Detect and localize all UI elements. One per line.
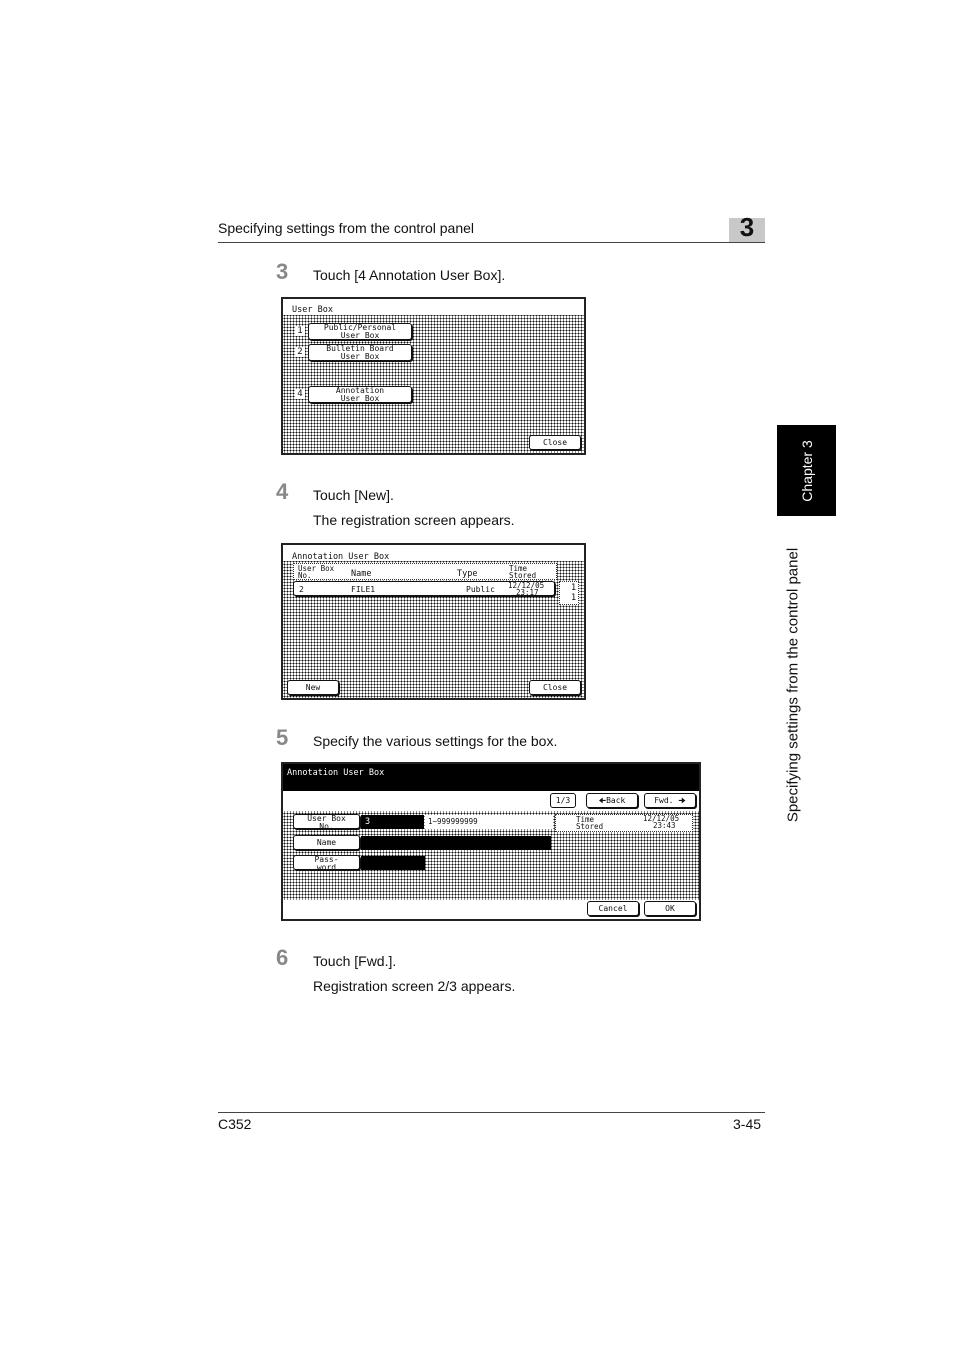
button-label-line1: Bulletin Board <box>326 344 394 353</box>
new-button[interactable] <box>287 680 339 695</box>
screen-title: Annotation User Box <box>287 768 385 778</box>
footer-model: C352 <box>218 1116 252 1132</box>
side-tab-section-label: Specifying settings from the control panel <box>784 547 802 823</box>
close-button[interactable] <box>529 435 581 450</box>
button-label-line2: No. <box>319 822 334 831</box>
step-instruction: Touch [Fwd.]. <box>313 953 397 969</box>
button-label: Cancel <box>598 904 628 913</box>
button-label-line1: Annotation <box>335 386 385 395</box>
column-header-time-line1: Time <box>509 564 528 573</box>
screenshot-registration <box>281 762 701 921</box>
list-row-file1[interactable] <box>293 581 555 596</box>
box-number-label-button[interactable] <box>293 814 360 829</box>
footer-rule <box>218 1112 765 1113</box>
column-header-no-line2: No. <box>298 571 312 580</box>
bulletin-board-user-box-button[interactable] <box>308 344 412 361</box>
row-time: 23:17 <box>516 588 539 597</box>
button-label: Close <box>542 683 568 692</box>
page-total: 1 <box>571 593 577 603</box>
page-current: 1 <box>571 583 577 593</box>
step-note: The registration screen appears. <box>313 512 515 528</box>
name-field[interactable] <box>361 836 551 850</box>
row-box-number: 2 <box>299 585 304 594</box>
row-name: FILE1 <box>351 585 376 594</box>
item-number: 4 <box>295 389 305 399</box>
step-number: 3 <box>276 259 289 284</box>
password-label-button[interactable] <box>293 855 360 870</box>
back-arrow-icon: 🠈 <box>598 796 607 805</box>
column-header-type: Type <box>457 569 478 579</box>
side-tab-section <box>760 530 826 840</box>
row-type: Public <box>466 585 495 594</box>
public-personal-user-box-button[interactable] <box>308 323 412 340</box>
box-number-range: 1~999999999 <box>428 817 478 826</box>
screenshot-user-box <box>281 297 586 455</box>
page-indicator <box>550 793 576 808</box>
button-label: New <box>305 683 321 692</box>
step-instruction: Specify the various settings for the box. <box>313 733 558 749</box>
button-label-line1: User Box <box>307 814 346 823</box>
column-header-name: Name <box>351 569 372 579</box>
page-indicator <box>559 581 579 605</box>
back-button[interactable] <box>586 793 638 808</box>
row-date: 12/12/05 <box>508 581 545 590</box>
button-label-line1: Pass- <box>314 855 339 864</box>
button-label: OK <box>665 904 675 913</box>
time-stored-label-line2: Stored <box>576 822 604 831</box>
time-stored-time: 23:43 <box>653 821 676 830</box>
button-label-line2: User Box <box>340 394 380 403</box>
column-header-no-line1: User Box <box>298 564 335 573</box>
page-label: 1/3 <box>555 796 571 805</box>
step-instruction: Touch [4 Annotation User Box]. <box>313 267 506 283</box>
step-number: 4 <box>276 479 289 504</box>
time-stored-date: 12/12/05 <box>643 814 680 823</box>
cancel-button[interactable] <box>587 901 639 916</box>
password-field[interactable] <box>361 856 425 870</box>
side-tab-chapter <box>777 425 836 516</box>
screen-title: Annotation User Box <box>292 552 390 562</box>
step-number: 5 <box>276 725 289 750</box>
screen-title: User Box <box>292 305 333 315</box>
item-number: 1 <box>295 326 305 336</box>
forward-button[interactable] <box>644 793 696 808</box>
ok-button[interactable] <box>644 901 696 916</box>
forward-arrow-icon: 🠊 <box>678 796 686 805</box>
running-header-title: Specifying settings from the control panel <box>218 220 475 236</box>
step-note: Registration screen 2/3 appears. <box>313 978 516 994</box>
button-label: Close <box>542 438 568 447</box>
box-number-range-area <box>425 815 553 829</box>
time-stored-label-line1: Time <box>576 815 595 824</box>
side-tab-chapter-label: Chapter 3 <box>798 439 815 502</box>
step-instruction: Touch [New]. <box>313 487 394 503</box>
name-label-button[interactable] <box>293 835 360 850</box>
column-header-time-line2: Stored <box>509 571 537 580</box>
screenshot-annotation-user-box-list <box>281 543 586 700</box>
close-button[interactable] <box>529 680 581 695</box>
box-number-field[interactable] <box>361 815 424 829</box>
button-label-line1: Public/Personal <box>323 323 397 332</box>
button-label: Back <box>606 796 626 805</box>
button-label-line2: User Box <box>340 352 380 361</box>
time-stored-area <box>555 814 693 832</box>
annotation-user-box-button[interactable] <box>308 386 412 403</box>
chapter-number: 3 <box>739 212 755 242</box>
button-label: Fwd. <box>654 796 674 805</box>
button-label-line2: word <box>316 863 337 872</box>
box-number-value: 3 <box>365 817 371 827</box>
button-label: Name <box>316 838 337 847</box>
item-number: 2 <box>295 347 305 357</box>
step-number: 6 <box>276 945 289 970</box>
footer-page-number: 3-45 <box>733 1116 762 1132</box>
header-rule <box>218 242 765 243</box>
button-label-line2: User Box <box>340 331 380 340</box>
